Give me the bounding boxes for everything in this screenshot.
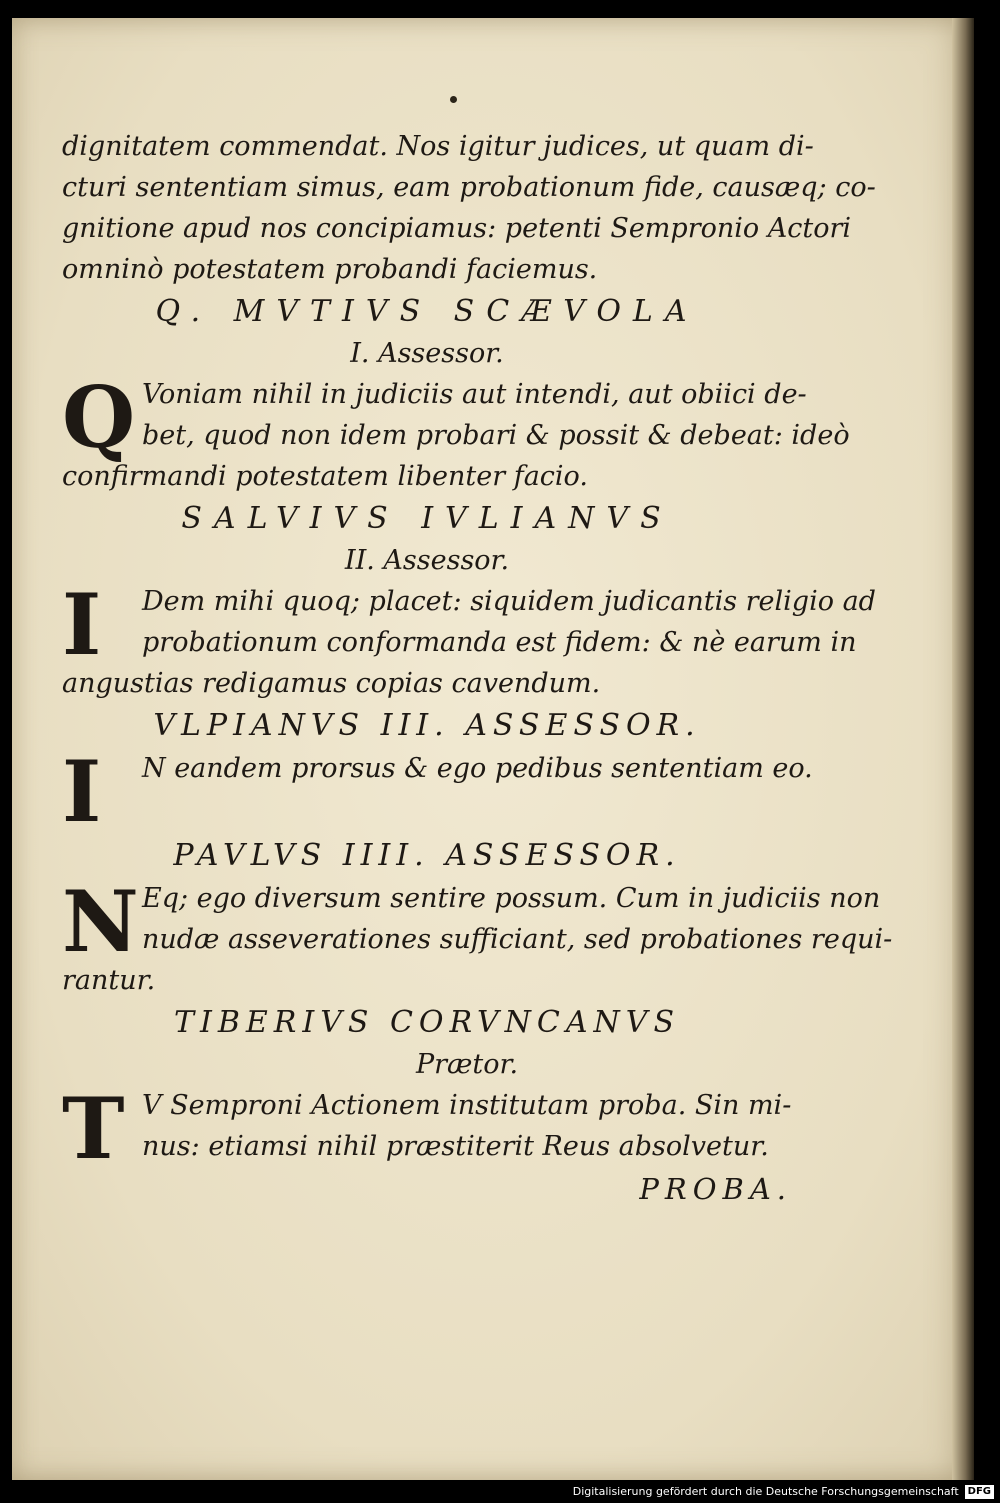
text-line: probationum conformanda est fidem: & nè earum in <box>142 627 857 658</box>
paragraph-5 <box>62 872 893 1001</box>
page-spine-shadow <box>952 18 974 1480</box>
text-line: Dem mihi quoq; placet: siquidem judicantis religio ad <box>142 586 876 617</box>
digitization-footer <box>0 1481 1000 1503</box>
book-page <box>12 18 974 1480</box>
speaker-heading: Q. MVTIVS SCÆVOLA <box>155 294 699 329</box>
text-line: rantur. <box>62 965 156 996</box>
drop-cap: N <box>62 872 139 971</box>
text-line: bet, quod non idem probari & possit & debeat: ideò <box>142 420 850 451</box>
text-line: dignitatem commendat. Nos igitur judices, ut quam di- <box>62 131 814 162</box>
drop-cap: Q <box>62 368 136 467</box>
text-line: Voniam nihil in judiciis aut intendi, aut obiici de- <box>142 379 807 410</box>
paragraph-2 <box>62 368 850 497</box>
speaker-heading: VLPIANVS III. ASSESSOR. <box>153 708 701 743</box>
text-line: nus: etiamsi nihil præstiterit Reus absolvetur. <box>142 1131 769 1162</box>
speaker-heading: TIBERIVS CORVNCANVS <box>173 1005 681 1040</box>
drop-cap: I <box>62 575 102 674</box>
footer-text: Digitalisierung gefördert durch die Deutsche Forschungsgemeinschaft <box>572 1485 959 1498</box>
text-line: nudæ asseverationes sufficiant, sed probationes requi- <box>142 924 893 955</box>
drop-cap: I <box>62 742 102 841</box>
text-line: omninò potestatem probandi faciemus. <box>62 254 598 285</box>
text-line: N eandem prorsus & ego pedibus sententiam eo. <box>142 753 813 784</box>
drop-cap: T <box>62 1079 125 1178</box>
speaker-role: I. Assessor. <box>350 338 504 369</box>
text-line: gnitione apud nos concipiamus: petenti Sempronio Actori <box>62 213 851 244</box>
ink-dot <box>450 96 457 103</box>
text-line: angustias redigamus copias cavendum. <box>62 668 601 699</box>
paragraph-4 <box>62 742 813 841</box>
speaker-role: II. Assessor. <box>344 545 510 576</box>
speaker-heading: SALVIVS IVLIANVS <box>181 501 673 536</box>
paragraph-1 <box>62 126 876 290</box>
paragraph-3 <box>62 575 876 704</box>
text-line: V Semproni Actionem institutam proba. Sin mi- <box>142 1090 792 1121</box>
text-line: cturi sententiam simus, eam probationum fide, causæq; co- <box>62 172 876 203</box>
text-line: confirmandi potestatem libenter facio. <box>62 461 588 492</box>
text-line: Eq; ego diversum sentire possum. Cum in judiciis non <box>142 883 881 914</box>
dfg-logo: DFG <box>965 1485 994 1499</box>
speaker-heading: PAVLVS IIII. ASSESSOR. <box>173 838 681 873</box>
page-text <box>62 126 893 1211</box>
catchword: PROBA. <box>639 1172 792 1206</box>
speaker-role: Prætor. <box>415 1049 519 1080</box>
paragraph-6 <box>62 1079 792 1178</box>
